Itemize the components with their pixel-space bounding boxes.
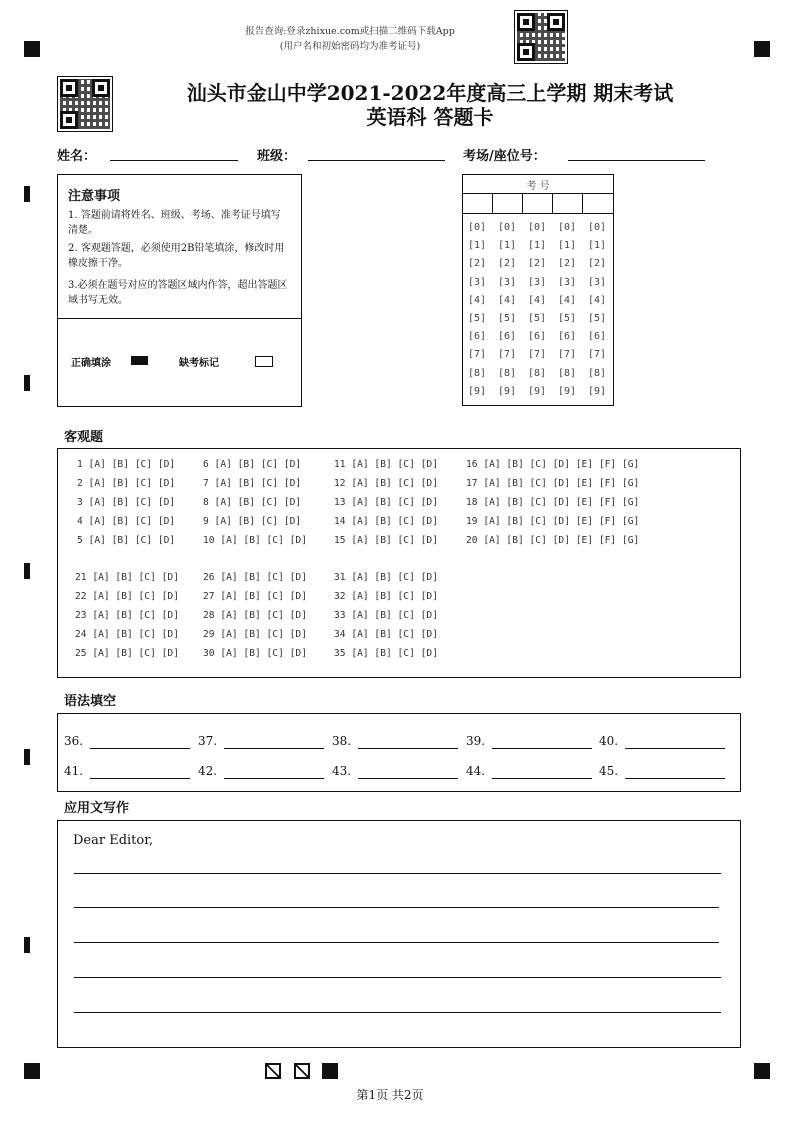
correct-fill-label: 正确填涂 [71,358,111,369]
grammar-question-number: 42. [198,764,218,778]
exam-digit-bubble[interactable]: [8] [498,367,517,379]
exam-digit-bubble[interactable]: [6] [468,331,487,343]
report-query-line: 报告查询:登录zhixue.com或扫描二维码下载App [245,26,455,37]
objective-question-row[interactable]: 14 [A] [B] [C] [D] [334,516,438,527]
writing-salutation: Dear Editor, [73,833,154,848]
grammar-question-number: 41. [64,764,84,778]
side-timing-mark [24,563,30,579]
grammar-question-number: 44. [466,764,486,778]
grammar-question-number: 45. [599,764,619,778]
exam-number-grid [462,174,614,406]
objective-question-row[interactable]: 28 [A] [B] [C] [D] [203,610,307,621]
grammar-question-number: 40. [599,734,619,748]
objective-question-row[interactable]: 17 [A] [B] [C] [D] [E] [F] [G] [466,478,640,489]
grammar-section-title: 语法填空 [64,694,117,709]
exam-digit-bubble[interactable]: [4] [588,294,607,306]
exam-digit-bubble[interactable]: [8] [558,367,577,379]
grammar-answer-blank[interactable] [224,778,324,779]
exam-digit-bubble[interactable]: [7] [588,349,607,361]
objective-question-row[interactable]: 23 [A] [B] [C] [D] [75,610,179,621]
notice-divider [58,318,301,319]
objective-question-row[interactable]: 20 [A] [B] [C] [D] [E] [F] [G] [466,535,640,546]
exam-digit-bubble[interactable]: [2] [468,258,487,270]
exam-digit-bubble[interactable]: [5] [558,313,577,324]
objective-answer-box [57,448,741,678]
objective-question-row[interactable]: 25 [A] [B] [C] [D] [75,648,179,659]
exam-digit-bubble[interactable]: [3] [468,276,487,288]
grammar-answer-blank[interactable] [492,778,592,779]
exam-digit-bubble[interactable]: [6] [558,331,577,343]
grammar-answer-blank[interactable] [224,748,324,749]
grammar-answer-blank[interactable] [625,748,725,749]
writing-line[interactable] [74,977,721,978]
side-timing-mark [24,186,30,202]
page-number: 第1页 共2页 [356,1088,424,1102]
grammar-answer-blank[interactable] [90,748,190,749]
objective-question-row[interactable]: 34 [A] [B] [C] [D] [334,629,438,640]
objective-question-row[interactable]: 18 [A] [B] [C] [D] [E] [F] [G] [466,497,640,508]
exam-digit-bubble[interactable]: [1] [558,240,577,252]
exam-digit-bubble[interactable]: [2] [528,258,547,270]
exam-digit-bubble[interactable]: [4] [528,294,547,306]
exam-digit-bubble[interactable]: [4] [498,294,517,306]
exam-digit-bubble[interactable]: [8] [588,367,607,379]
grammar-question-number: 36. [64,734,84,748]
objective-section-title: 客观题 [64,430,104,445]
objective-question-row[interactable]: 31 [A] [B] [C] [D] [334,572,438,583]
exam-digit-bubble[interactable]: [6] [588,331,607,343]
exam-digit-bubble[interactable]: [7] [528,349,547,361]
app-download-qr-code[interactable] [514,10,568,64]
exam-digit-bubble[interactable]: [4] [558,294,577,306]
grammar-question-number: 39. [466,734,486,748]
objective-question-row[interactable]: 7 [A] [B] [C] [D] [203,478,302,489]
correct-fill-sample [131,356,148,365]
notice-box [57,174,302,407]
exam-digit-bubble[interactable]: [3] [528,276,547,288]
slashed-box-icon [265,1063,281,1079]
exam-digit-bubble[interactable]: [3] [588,276,607,288]
objective-question-row[interactable]: 21 [A] [B] [C] [D] [75,572,179,583]
grammar-answer-blank[interactable] [90,778,190,779]
objective-question-row[interactable]: 8 [A] [B] [C] [D] [203,497,302,508]
exam-digit-bubble[interactable]: [0] [588,222,607,233]
objective-question-row[interactable]: 35 [A] [B] [C] [D] [334,648,438,659]
exam-digit-bubble[interactable]: [5] [588,313,607,324]
writing-answer-box[interactable] [57,820,741,1048]
exam-digit-bubble[interactable]: [5] [528,313,547,324]
exam-digit-bubble[interactable]: [1] [498,240,517,252]
registration-mark-top-left [24,41,40,57]
objective-question-row[interactable]: 9 [A] [B] [C] [D] [203,516,302,527]
exam-number-header: 考 号 [526,181,550,192]
exam-digit-bubble[interactable]: [9] [498,385,517,397]
side-timing-mark [24,749,30,765]
exam-digit-bubble[interactable]: [7] [498,349,517,361]
writing-section-title: 应用文写作 [64,801,130,816]
objective-question-row[interactable]: 12 [A] [B] [C] [D] [334,478,438,489]
grammar-question-number: 38. [332,734,352,748]
registration-mark-top-right [754,41,770,57]
notice-item: 2. 客观题答题，必须使用2B铅笔填涂，修改时用橡皮擦干净。 [68,243,285,269]
exam-digit-bubble[interactable]: [0] [528,222,547,233]
writing-line[interactable] [74,1012,721,1013]
exam-digit-bubble[interactable]: [9] [468,385,487,397]
exam-digit-bubble[interactable]: [8] [528,367,547,379]
objective-question-row[interactable]: 24 [A] [B] [C] [D] [75,629,179,640]
exam-digit-bubble[interactable]: [0] [468,222,487,233]
objective-question-row[interactable]: 26 [A] [B] [C] [D] [203,572,307,583]
objective-question-row[interactable]: 10 [A] [B] [C] [D] [203,535,307,546]
objective-question-row[interactable]: 22 [A] [B] [C] [D] [75,591,179,602]
absent-mark-label: 缺考标记 [179,358,219,369]
notice-title: 注意事项 [68,189,121,204]
answer-sheet-qr-code [57,76,113,132]
registration-mark-bottom-left [24,1063,40,1079]
exam-digit-bubble[interactable]: [6] [498,331,517,343]
grammar-answer-box [57,713,741,792]
name-label: 姓名： [57,149,97,164]
objective-question-row[interactable]: 32 [A] [B] [C] [D] [334,591,438,602]
objective-question-row[interactable]: 30 [A] [B] [C] [D] [203,648,307,659]
objective-question-row[interactable]: 6 [A] [B] [C] [D] [203,459,302,470]
exam-digit-bubble[interactable]: [6] [528,331,547,343]
objective-question-row[interactable]: 29 [A] [B] [C] [D] [203,629,307,640]
absent-mark-box[interactable] [255,356,273,367]
writing-line[interactable] [74,873,721,874]
exam-digit-bubble[interactable]: [2] [588,258,607,270]
grammar-answer-blank[interactable] [358,778,458,779]
exam-digit-bubble[interactable]: [9] [528,385,547,397]
grammar-answer-blank[interactable] [625,778,725,779]
objective-question-row[interactable]: 13 [A] [B] [C] [D] [334,497,438,508]
writing-line[interactable] [74,942,719,943]
filled-box-icon [322,1063,338,1079]
exam-digit-bubble[interactable]: [5] [468,313,487,324]
exam-digit-bubble[interactable]: [9] [558,385,577,397]
objective-question-row[interactable]: 3 [A] [B] [C] [D] [77,497,176,508]
name-field[interactable] [110,160,238,161]
writing-line[interactable] [74,907,719,908]
exam-digit-bubble[interactable]: [3] [498,276,517,288]
grammar-answer-blank[interactable] [358,748,458,749]
exam-digit-bubble[interactable]: [9] [588,385,607,397]
exam-digit-bubble[interactable]: [1] [528,240,547,252]
objective-question-row[interactable]: 16 [A] [B] [C] [D] [E] [F] [G] [466,459,640,470]
report-query-note [210,24,490,54]
grammar-answer-blank[interactable] [492,748,592,749]
objective-question-row[interactable]: 2 [A] [B] [C] [D] [77,478,176,489]
exam-digit-bubble[interactable]: [0] [498,222,517,233]
exam-digit-bubble[interactable]: [4] [468,294,487,306]
seat-field[interactable] [568,160,705,161]
class-field[interactable] [308,160,445,161]
exam-digit-bubble[interactable]: [8] [468,367,487,379]
class-label: 班级： [257,149,297,164]
exam-digit-bubble[interactable]: [2] [498,258,517,270]
side-timing-mark [24,375,30,391]
exam-subtitle: 英语科 答题卡 [366,105,494,129]
objective-question-row[interactable]: 11 [A] [B] [C] [D] [334,459,438,470]
notice-item: 3.必须在题号对应的答题区域内作答，超出答题区域书写无效。 [68,280,288,306]
objective-question-row[interactable]: 1 [A] [B] [C] [D] [77,459,176,470]
exam-digit-bubble[interactable]: [0] [558,222,577,233]
slashed-box-icon [294,1063,310,1079]
exam-digit-bubble[interactable]: [1] [588,240,607,252]
side-timing-mark [24,937,30,953]
grammar-question-number: 37. [198,734,218,748]
seat-label: 考场/座位号： [463,149,546,164]
exam-digit-bubble[interactable]: [1] [468,240,487,252]
exam-digit-bubble[interactable]: [7] [558,349,577,361]
exam-digit-bubble[interactable]: [3] [558,276,577,288]
objective-question-row[interactable]: 4 [A] [B] [C] [D] [77,516,176,527]
credentials-hint: (用户名和初始密码均为准考证号) [279,41,421,52]
grammar-question-number: 43. [332,764,352,778]
objective-question-row[interactable]: 33 [A] [B] [C] [D] [334,610,438,621]
objective-question-row[interactable]: 5 [A] [B] [C] [D] [77,535,176,546]
objective-question-row[interactable]: 19 [A] [B] [C] [D] [E] [F] [G] [466,516,640,527]
notice-item: 1. 答题前请将姓名、班级、考场、准考证号填写清楚。 [68,210,281,236]
exam-digit-bubble[interactable]: [2] [558,258,577,270]
exam-digit-bubble[interactable]: [5] [498,313,517,324]
exam-digit-bubble[interactable]: [7] [468,349,487,361]
objective-question-row[interactable]: 15 [A] [B] [C] [D] [334,535,438,546]
exam-title: 汕头市金山中学2021-2022年度高三上学期 期末考试 [186,81,674,105]
objective-question-row[interactable]: 27 [A] [B] [C] [D] [203,591,307,602]
registration-mark-bottom-right [754,1063,770,1079]
